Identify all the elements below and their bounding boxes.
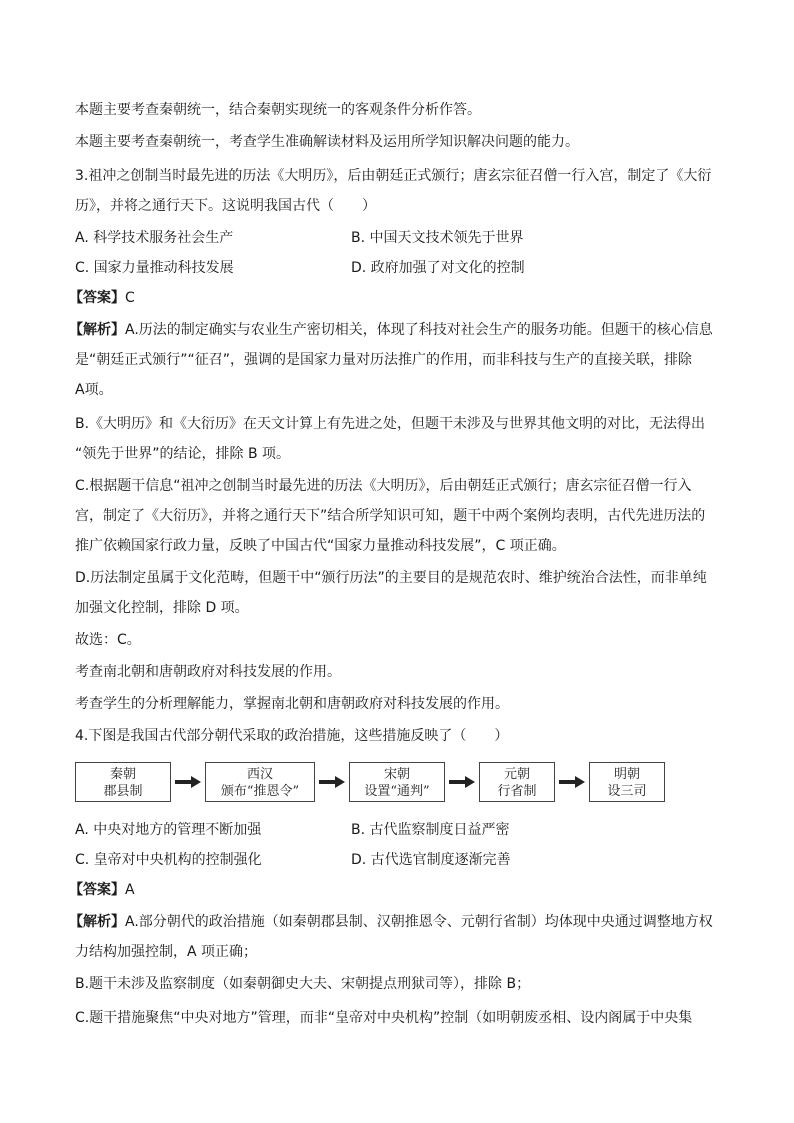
q4-option-a: A. 中央对地方的管理不断加强 xyxy=(75,822,262,838)
q3-analysis-line-5: “领先于世界”的结论，排除 B 项。 xyxy=(75,446,291,462)
q3-analysis-tag: 【解析】 xyxy=(69,322,125,338)
q3-analysis-line-10: 加强文化控制，排除 D 项。 xyxy=(75,600,249,616)
q3-analysis-line-1: 【解析】A.历法的制定确实与农业生产密切相关，体现了科技对社会生产的服务功能。但题干的核心信息 xyxy=(69,322,713,338)
q3-analysis-line-9: D.历法制定虽属于文化范畴，但题干中“颁行历法”的主要目的是规范农时、维护统治合法性，而非单纯 xyxy=(75,570,707,586)
q3-note-2: 考查学生的分析理解能力，掌握南北朝和唐朝政府对科技发展的作用。 xyxy=(75,696,509,712)
q4-analysis-line-1: 【解析】A.部分朝代的政治措施（如秦朝郡县制、汉朝推恩令、元朝行省制）均体现中央通过调整地方权 xyxy=(69,914,713,930)
q3-option-a: A. 科学技术服务社会生产 xyxy=(75,230,234,246)
q4-analysis-line-4: C.题干措施聚焦“中央对地方”管理，而非“皇帝对中央机构”控制（如明朝废丞相、设内阁属于中央集 xyxy=(75,1010,693,1026)
q3-note-1: 考查南北朝和唐朝政府对科技发展的作用。 xyxy=(75,664,341,680)
q3-stem-line-1: 3.祖冲之创制当时最先进的历法《大明历》，后由朝廷正式颁行；唐玄宗征召僧一行入宫，制定了《大衍 xyxy=(75,168,712,184)
flow-box-yuan: 元朝 行省制 xyxy=(479,762,555,802)
q3-answer xyxy=(69,288,135,308)
q4-answer-tag: 【答案】 xyxy=(69,882,125,898)
flow-arrow-icon xyxy=(559,776,585,788)
q4-analysis-tag: 【解析】 xyxy=(69,914,125,930)
q4-option-d: D. 古代选官制度逐渐完善 xyxy=(351,852,511,868)
q4-option-c: C. 皇帝对中央机构的控制强化 xyxy=(75,852,262,868)
q3-analysis-line-7: 宫，制定了《大衍历》，并将之通行天下”结合所学知识可知，题干中两个案例均表明，古代先进历法的 xyxy=(75,508,706,524)
q4-analysis-line-3: B.题干未涉及监察制度（如秦朝御史大夫、宋朝提点刑狱司等），排除 B； xyxy=(75,976,531,992)
q4-option-b: B. 古代监察制度日益严密 xyxy=(351,822,510,838)
q4-answer-value: A xyxy=(125,882,135,898)
flow-arrow-icon xyxy=(449,776,475,788)
q3-analysis-line-6: C.根据题干信息“祖冲之创制当时最先进的历法《大明历》，后由朝廷正式颁行；唐玄宗征召僧一行入 xyxy=(75,478,692,494)
q4-analysis-line-2: 力结构加强控制，A 项正确； xyxy=(75,944,258,960)
q3-answer-value: C xyxy=(125,290,135,306)
policy-flow-diagram xyxy=(75,762,647,804)
q3-conclusion: 故选：C。 xyxy=(75,632,141,648)
q3-analysis-line-2: 是“朝廷正式颁行”“征召”，强调的是国家力量对历法推广的作用，而非科技与生产的直接关联，排除 xyxy=(75,352,693,368)
flow-arrow-icon xyxy=(319,776,345,788)
flow-box-qin: 秦朝 郡县制 xyxy=(75,762,171,802)
q3-analysis-line-4: B.《大明历》和《大衍历》在天文计算上有先进之处，但题干未涉及与世界其他文明的对比，无法得出 xyxy=(75,416,706,432)
q3-analysis-line-8: 推广依赖国家行政力量，反映了中国古代“国家力量推动科技发展”，C 项正确。 xyxy=(75,538,566,554)
q3-option-d: D. 政府加强了对文化的控制 xyxy=(351,260,525,276)
q3-analysis-line-3: A项。 xyxy=(75,382,113,398)
intro-line-1: 本题主要考查秦朝统一，结合秦朝实现统一的客观条件分析作答。 xyxy=(75,102,481,118)
intro-line-2: 本题主要考查秦朝统一，考查学生准确解读材料及运用所学知识解决问题的能力。 xyxy=(75,134,579,150)
q3-option-b: B. 中国天文技术领先于世界 xyxy=(351,230,524,246)
q3-answer-tag: 【答案】 xyxy=(69,290,125,306)
q3-stem-line-2: 历》，并将之通行天下。这说明我国古代（ ） xyxy=(75,198,376,214)
q4-stem: 4.下图是我国古代部分朝代采取的政治措施，这些措施反映了（ ） xyxy=(75,728,509,744)
flow-box-ming: 明朝 设三司 xyxy=(589,762,665,802)
flow-box-western-han: 西汉 颁布“推恩令” xyxy=(205,762,315,802)
q3-option-c: C. 国家力量推动科技发展 xyxy=(75,260,234,276)
flow-box-song: 宋朝 设置“通判” xyxy=(349,762,445,802)
q4-answer xyxy=(69,880,135,900)
flow-arrow-icon xyxy=(175,776,201,788)
